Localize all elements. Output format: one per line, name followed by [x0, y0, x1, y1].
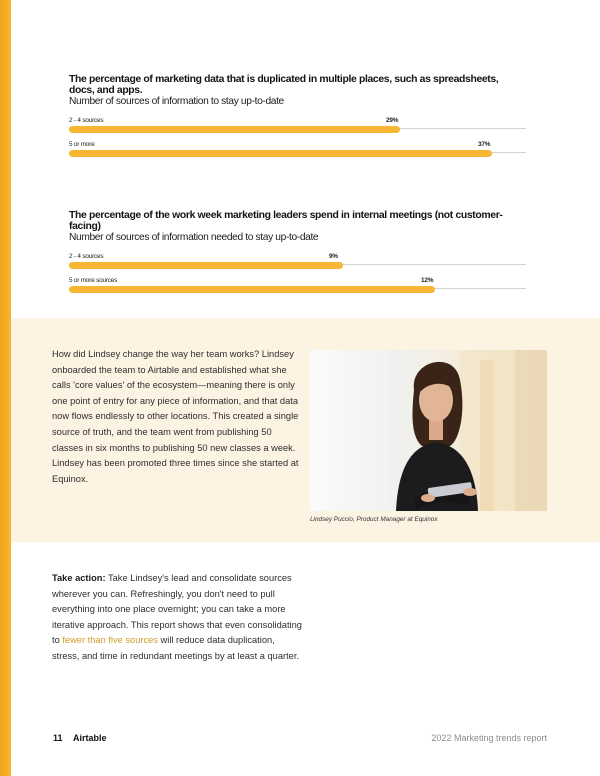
bar-category-label: 2 - 4 sources — [69, 253, 104, 260]
bar-value-label: 9% — [329, 253, 338, 260]
take-action-paragraph — [52, 571, 302, 665]
accent-spine — [0, 0, 11, 776]
story-text — [52, 347, 300, 487]
bar-row — [69, 253, 526, 277]
bar-value-label: 37% — [478, 141, 491, 148]
chart-duplicated-data — [69, 74, 526, 165]
chart-subtitle: Number of sources of information to stay up-to-date — [69, 96, 284, 107]
bar — [69, 150, 492, 157]
bar — [69, 126, 400, 133]
bar-value-label: 29% — [386, 117, 399, 124]
chart-subtitle: Number of sources of information needed to stay up-to-date — [69, 232, 319, 243]
chart-title: The percentage of marketing data that is duplicated in multiple places, such as spreadsheets, docs, and apps. — [69, 74, 499, 96]
brand-name: Airtable — [73, 733, 107, 743]
page-number: 11 — [53, 733, 63, 743]
chart-bars — [69, 253, 526, 301]
portrait-illustration — [310, 350, 547, 511]
take-action-text-after: will reduce data duplication, stress, and time in redundant meetings by at least a quarter. — [52, 635, 300, 661]
take-action-highlight: fewer than five sources — [62, 635, 158, 646]
report-title: 2022 Marketing trends report — [431, 733, 547, 743]
bar-category-label: 5 or more sources — [69, 277, 118, 284]
take-action-section — [52, 571, 302, 665]
chart-title: The percentage of the work week marketing leaders spend in internal meetings (not customer-facing) — [69, 210, 503, 232]
chart-bars — [69, 117, 526, 165]
bar — [69, 286, 435, 293]
bar-value-label: 12% — [421, 277, 434, 284]
bar-row — [69, 117, 526, 141]
photo-caption: Lindsey Puccio, Product Manager at Equinox — [310, 516, 438, 523]
bar-row — [69, 141, 526, 165]
chart-internal-meetings — [69, 210, 526, 301]
bar-category-label: 2 - 4 sources — [69, 117, 104, 124]
bar-row — [69, 277, 526, 301]
bar — [69, 262, 343, 269]
story-paragraph: How did Lindsey change the way her team works? Lindsey onboarded the team to Airtable and established what she calls 'core values' of the ecosystem—meaning there is only one point of entry for any piece of information, and that data now flows endlessly to other locations. This created a single source of truth, and the team went from publishing 50 classes in six months to publishing 50 new classes a week. Lindsey has been promoted three times since she started at Equinox. — [52, 349, 299, 484]
take-action-text-before: Take Lindsey's lead and consolidate sources wherever you can. Refreshingly, you don't need to pull everything into one place overnight; you can take a more iterative approach. This report shows that even consolidating to — [52, 573, 302, 646]
portrait-photo — [310, 350, 547, 511]
bar-category-label: 5 or more — [69, 141, 95, 148]
page-footer — [53, 733, 547, 745]
take-action-label: Take action: — [52, 573, 106, 583]
